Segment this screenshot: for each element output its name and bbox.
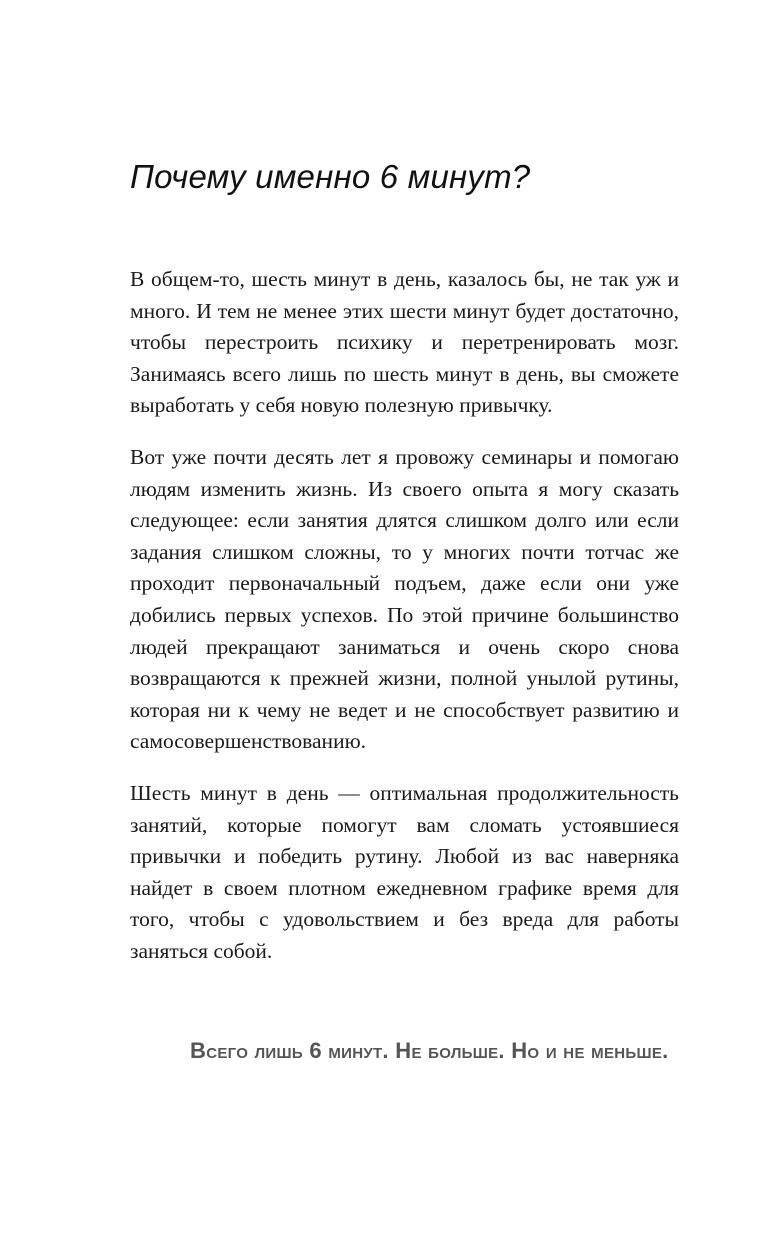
paragraph-3: Шесть минут в день — оптимальная продолжительность занятий, которые помогут вам сломать устоявшиеся привычки и победить рутину. Любой из вас наверняка найдет в своем плотном ежедневном графике время для того, чтобы с удовольствием и без вреда для работы заняться собой. xyxy=(130,780,679,963)
paragraph-1: В общем-то, шесть минут в день, казалось бы, не так уж и много. И тем не менее этих шести минут будет достаточно, чтобы перестроить психику и перетренировать мозг. Занимаясь всего лишь по шесть минут в день, вы сможете выработать у себя новую полезную привычку. xyxy=(130,267,679,418)
paragraph-2: Вот уже почти десять лет я провожу семинары и помогаю людям изменить жизнь. Из своего опыта я могу сказать следующее: если занятия длятся слишком долго или если задания слишком сложны, то у многих почти тотчас же проходит первоначальный подъем, даже если они уже добились первых успехов. По этой причине большинство людей прекращают заниматься и очень скоро снова возвращаются к прежней жизни, полной унылой рутины, которая ни к чему не ведет и не способствует развитию и самосовершенствованию. xyxy=(130,444,679,754)
body-text xyxy=(130,264,679,987)
pull-quote: Всего лишь 6 минут. Не больше. Но и не меньше. xyxy=(190,1038,669,1063)
chapter-heading: Почему именно 6 минут? xyxy=(130,158,531,195)
